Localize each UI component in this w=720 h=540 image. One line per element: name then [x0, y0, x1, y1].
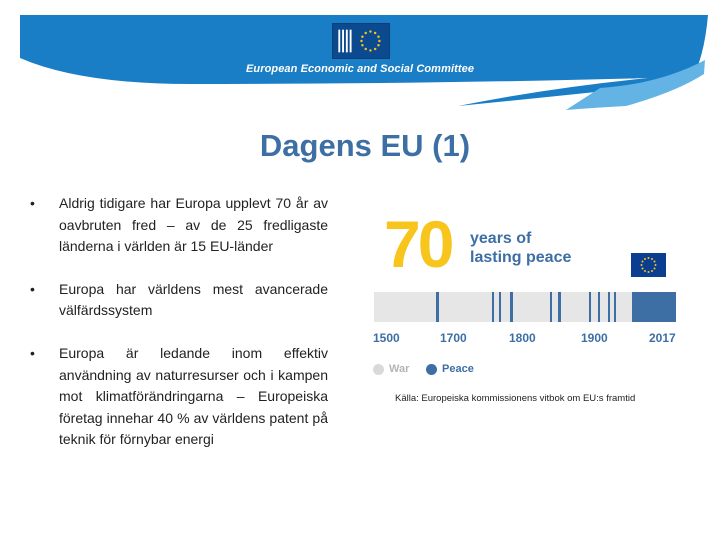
timeline-year-label: 2017 [649, 331, 676, 345]
header-organization-name: European Economic and Social Committee [245, 63, 475, 75]
peace-swatch [426, 364, 437, 375]
seventy-number: 70 [384, 207, 452, 281]
eu-flag-icon [631, 253, 666, 277]
slide-title: Dagens EU (1) [259, 128, 471, 163]
lasting-peace-line: lasting peace [470, 249, 572, 266]
bullet-item: • Europa är ledande inom effektiv användning av naturresurser och i kampen mot klimatförändringarna – Europeiska företag innehar 40 % av världens patent på teknik för förnybar energi [30, 343, 328, 451]
peace-timeline [374, 292, 676, 322]
legend-war [373, 363, 409, 375]
header-band [0, 0, 720, 120]
bullet-list [30, 193, 328, 472]
bullet-item: • Aldrig tidigare har Europa upplevt 70 år av oavbruten fred – av de 25 fredligaste länderna i världen är 15 EU-länder [30, 193, 328, 258]
years-of-peace-text [470, 229, 571, 267]
bullet-item: • Europa har världens mest avancerade välfärdssystem [30, 279, 328, 322]
legend-label: War [389, 363, 410, 375]
timeline-year-label: 1800 [509, 331, 536, 345]
timeline-year-label: 1700 [440, 331, 467, 345]
eesc-logo [332, 23, 390, 59]
years-of-line: years of [470, 230, 532, 247]
legend-label: Peace [442, 363, 474, 375]
source-caption: Källa: Europeiska kommissionens vitbok om EU:s framtid [395, 393, 636, 404]
timeline-year-label: 1900 [581, 331, 608, 345]
legend-peace [426, 363, 474, 375]
timeline-year-label: 1500 [373, 331, 400, 345]
war-swatch [373, 364, 384, 375]
